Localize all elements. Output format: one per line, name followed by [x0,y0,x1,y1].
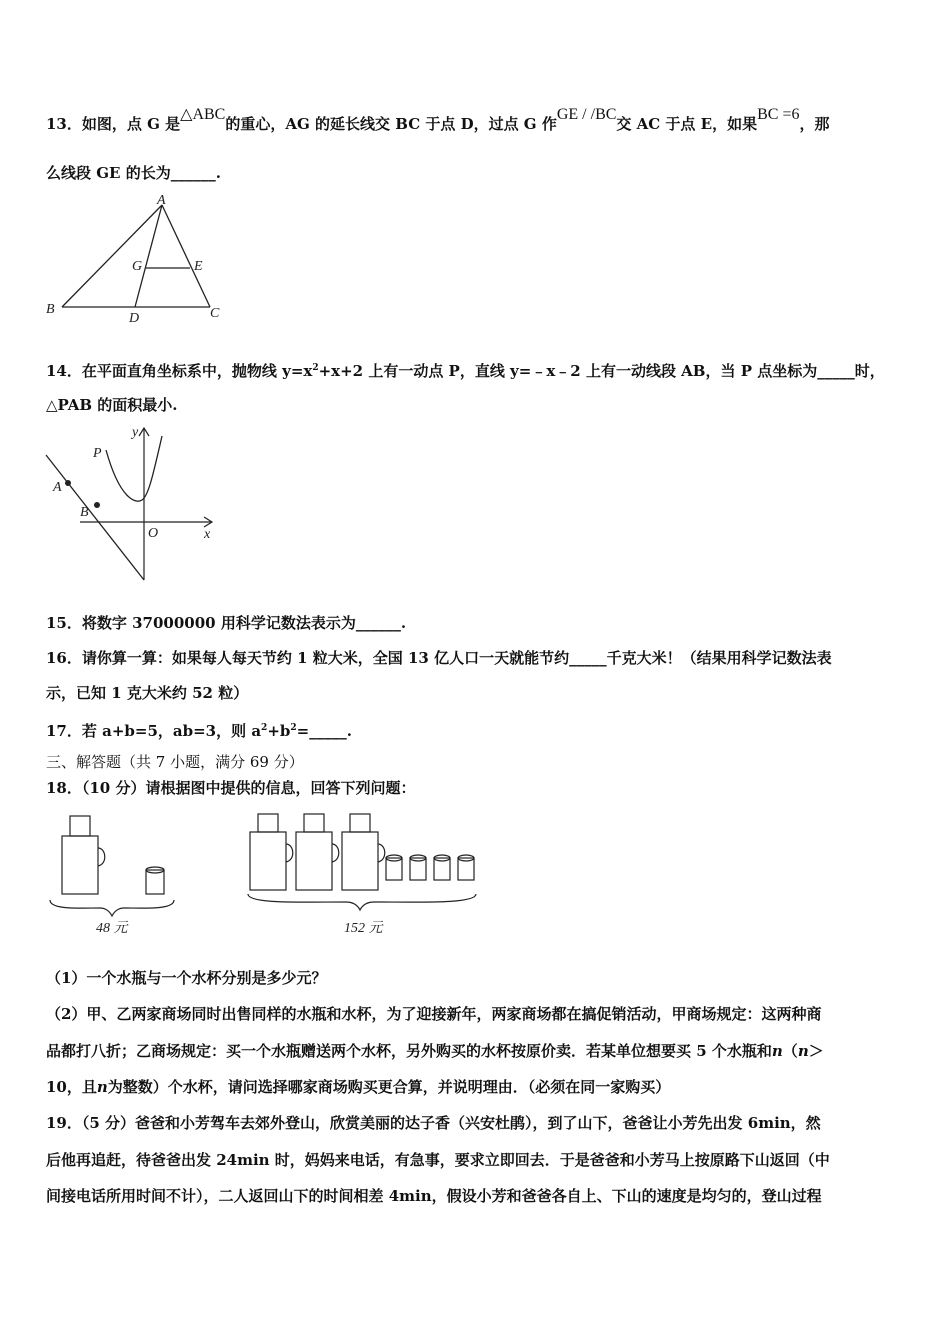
q13-side-ab [62,205,162,307]
q18-var-n-1: n [771,1042,783,1060]
q14-text-1b: +x+2 上有一动点 P，直线 y=﹣x﹣2 上有一动线段 AB，当 P 点坐标为_____时， [318,362,885,380]
q16-line1: 16．请你算一算：如果每人每天节约 1 粒大米，全国 13 亿人口一天就能节约_____千克大米！（结果用科学记数法表 [46,649,832,667]
q18-part-1: （1）一个水瓶与一个水杯分别是多少元？ [46,969,327,987]
q18-part-2-line1: （2）甲、乙两家商场同时出售同样的水瓶和水杯，为了迎接新年，两家商场都在搞促销活动，甲商场规定：这两种商 [46,1005,822,1023]
q18-cup-icon [146,867,164,894]
q18-part-2-text-d: 10，且 [46,1078,97,1096]
q18-var-n-2: n [797,1042,809,1060]
q13-triangle-figure [40,192,230,327]
q18-part-2-text-a: 品都打八折；乙商场规定：买一个水瓶赠送两个水杯，另外购买的水杯按原价卖．若某单位想要买 5 个水瓶和 [46,1042,772,1060]
q17-text-1: 17．若 a+b=5，ab=3，则 a [46,722,262,740]
q19-line3: 间接电话所用时间不计），二人返回山下的时间相差 4min，假设小芳和爸爸各自上、下山的速度是均匀的，登山过程 [46,1187,822,1205]
q14-number: 14． [46,362,82,380]
q13-median-ad [135,205,162,307]
q14-coordinate-figure [40,420,220,585]
q13-label-c: C [210,306,220,321]
q18-part-2-text-e: 为整数）个水杯，请问选择哪家商场购买更合算，并说明理由．（必须在同一家购买） [107,1078,671,1096]
q18-part-2-line3 [46,1077,670,1097]
q18-stem: 18．（10 分）请根据图中提供的信息，回答下列问题： [46,779,416,797]
q14-label-b: B [80,505,89,520]
q18-part-2-text-c: ＞ [808,1042,824,1060]
q14-line2: △PAB 的面积最小. [46,396,178,414]
q13-label-b: B [46,302,55,317]
q18-part-2-text-b: （ [782,1042,798,1060]
q14-line1 [46,358,885,381]
q18-bottles-cups-figure [40,808,490,940]
q13-text-3: 交 AC 于点 E，如果 [616,115,758,133]
q13-label-a: A [157,193,166,208]
q13-label-g: G [132,259,143,274]
q13-math-triangle: △ABC [180,106,226,123]
q17-text-3: =_____. [296,722,352,740]
q18-price-1: 48 元 [96,921,128,936]
q16-line2: 示，已知 1 克大米约 52 粒） [46,684,249,702]
q14-parabola [106,436,162,501]
q14-point-b [94,502,100,508]
q18-price-2: 152 元 [344,921,383,936]
q14-label-p: P [93,446,102,461]
q13-label-d: D [129,311,140,326]
q14-label-y: y [132,425,139,440]
q17-sup-1: 2 [261,723,268,733]
section-3-heading: 三、解答题（共 7 小题，满分 69 分） [46,753,304,771]
q13-math-bc: BC =6 [757,106,800,123]
q14-text-1a: 在平面直角坐标系中，抛物线 y=x [81,362,313,380]
q18-bottle-icon [62,816,105,894]
q14-label-x: x [204,527,211,542]
q18-var-n-3: n [96,1078,108,1096]
q18-bottle-icon [296,814,339,890]
q13-line1 [46,106,830,135]
q14-label-o: O [148,526,159,541]
q13-line2: 么线段 GE 的长为______. [46,164,221,182]
q19-line2: 后他再追赶，待爸爸出发 24min 时，妈妈来电话，有急事，要求立即回去．于是爸爸和小芳马上按原路下山返回（中 [46,1151,830,1169]
q13-text-1: 如图，点 G 是 [81,115,181,133]
q14-point-a [65,480,71,486]
q13-label-e: E [194,259,203,274]
q13-side-ac [162,205,210,307]
q18-brace-1 [50,900,174,916]
q19-line1: 19．（5 分）爸爸和小芳驾车去郊外登山，欣赏美丽的达子香（兴安杜鹃），到了山下，爸爸让小芳先出发 6min，然 [46,1114,821,1132]
q13-text-2: 的重心，AG 的延长线交 BC 于点 D，过点 G 作 [225,115,557,133]
q17-text-2: +b [267,722,291,740]
q13-math-parallel: GE / /BC [556,106,617,123]
q18-bottle-icon [342,814,385,890]
q18-cup-icon [410,855,426,880]
q15-text: 15．将数字 37000000 用科学记数法表示为______. [46,614,407,632]
q13-text-4: ，那 [799,115,830,133]
q14-line [46,455,144,580]
q14-label-a: A [53,480,62,495]
q18-brace-2 [248,894,476,910]
q17-text [46,718,352,741]
q14-sup: 2 [312,363,319,373]
q18-bottle-icon [250,814,293,890]
q13-number: 13． [46,115,82,133]
q17-sup-2: 2 [290,723,297,733]
q18-cup-icon [458,855,474,880]
q18-cup-icon [386,855,402,880]
q18-part-2-line2 [46,1041,824,1061]
q18-cup-icon [434,855,450,880]
